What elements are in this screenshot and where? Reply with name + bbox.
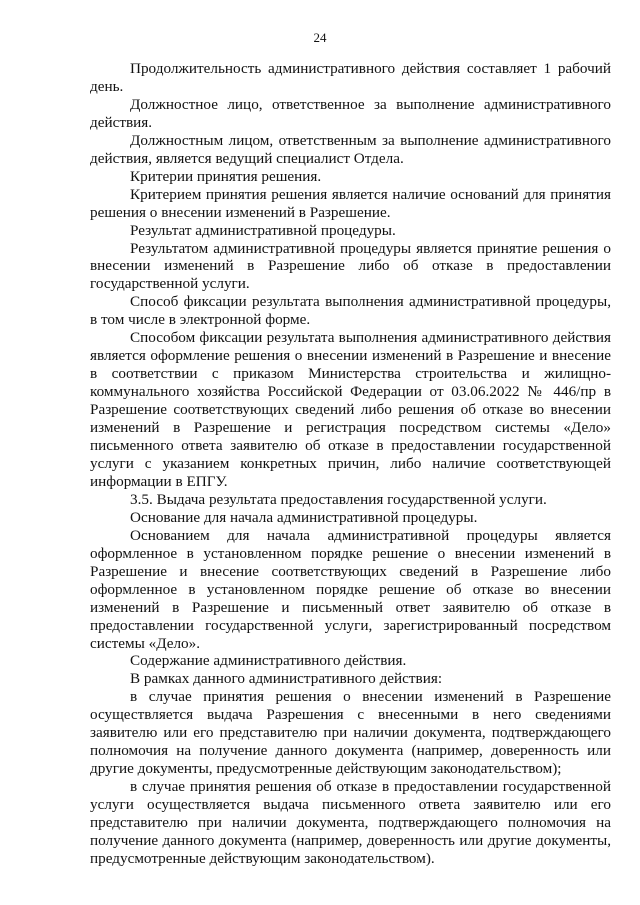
paragraph: Должностным лицом, ответственным за выполнение административного действия, является ведущий специалист Отдела. — [90, 131, 611, 167]
paragraph: Результатом административной процедуры является принятие решения о внесении изменений в Разрешение либо об отказе в предоставлении государственной услуги. — [90, 239, 611, 293]
paragraph: В рамках данного административного действия: — [130, 670, 443, 688]
list-item: в случае принятия решения об отказе в предоставлении государственной услуги осуществляется выдача письменного ответа заявителю или его представителю при наличии документа, подтверждающего полномочия на получение данного документа (например, доверенность или другие документы, предусмотренные действующим законодательством). — [90, 778, 611, 867]
document-body — [90, 60, 611, 868]
page-number: 24 — [313, 30, 327, 45]
paragraph: Критерии принятия решения. — [130, 167, 322, 185]
paragraph: Способом фиксации результата выполнения административного действия является оформление решения о внесении изменений в Разрешение и внесение в соответствии с приказом Министерства строительства и жилищно-коммунального хозяйства Российской Федерации от 03.06.2022 № 446/пр в Разрешение соответствующих сведений либо решения об отказе во внесении изменений в Разрешение и регистрация посредством системы «Дело» письменного ответа заявителю об отказе в предоставлении государственной услуги с указанием конкретных причин, либо наличие соответствующей информации в ЕПГУ. — [90, 329, 611, 490]
paragraph: Продолжительность административного действия составляет 1 рабочий день. — [90, 60, 611, 95]
paragraph: Основание для начала административной процедуры. — [130, 508, 478, 526]
paragraph: Должностное лицо, ответственное за выполнение административного действия. — [90, 95, 611, 131]
paragraph: Способ фиксации результата выполнения административной процедуры, в том числе в электронной форме. — [90, 293, 611, 329]
paragraph: Основанием для начала административной процедуры является оформленное в установленном порядке решение о внесении изменений в Разрешение и внесение соответствующих сведений в Разрешение либо оформленное в установленном порядке решение об отказе во внесении изменений в Разрешение и письменный ответ заявителю об отказе в предоставлении государственной услуги, зарегистрированный посредством системы «Дело». — [90, 526, 611, 652]
paragraph: Результат административной процедуры. — [130, 221, 396, 239]
paragraph: Содержание административного действия. — [130, 652, 407, 670]
list-item: в случае принятия решения о внесении изменений в Разрешение осуществляется выдача Разрешения с внесенными в него сведениями заявителю или его представителю при наличии документа, подтверждающего полномочия на получение данного документа (например, доверенность или другие документы, предусмотренные действующим законодательством); — [90, 688, 611, 778]
section-heading: 3.5. Выдача результата предоставления государственной услуги. — [130, 490, 547, 508]
paragraph: Критерием принятия решения является наличие оснований для принятия решения о внесении изменений в Разрешение. — [90, 185, 611, 221]
